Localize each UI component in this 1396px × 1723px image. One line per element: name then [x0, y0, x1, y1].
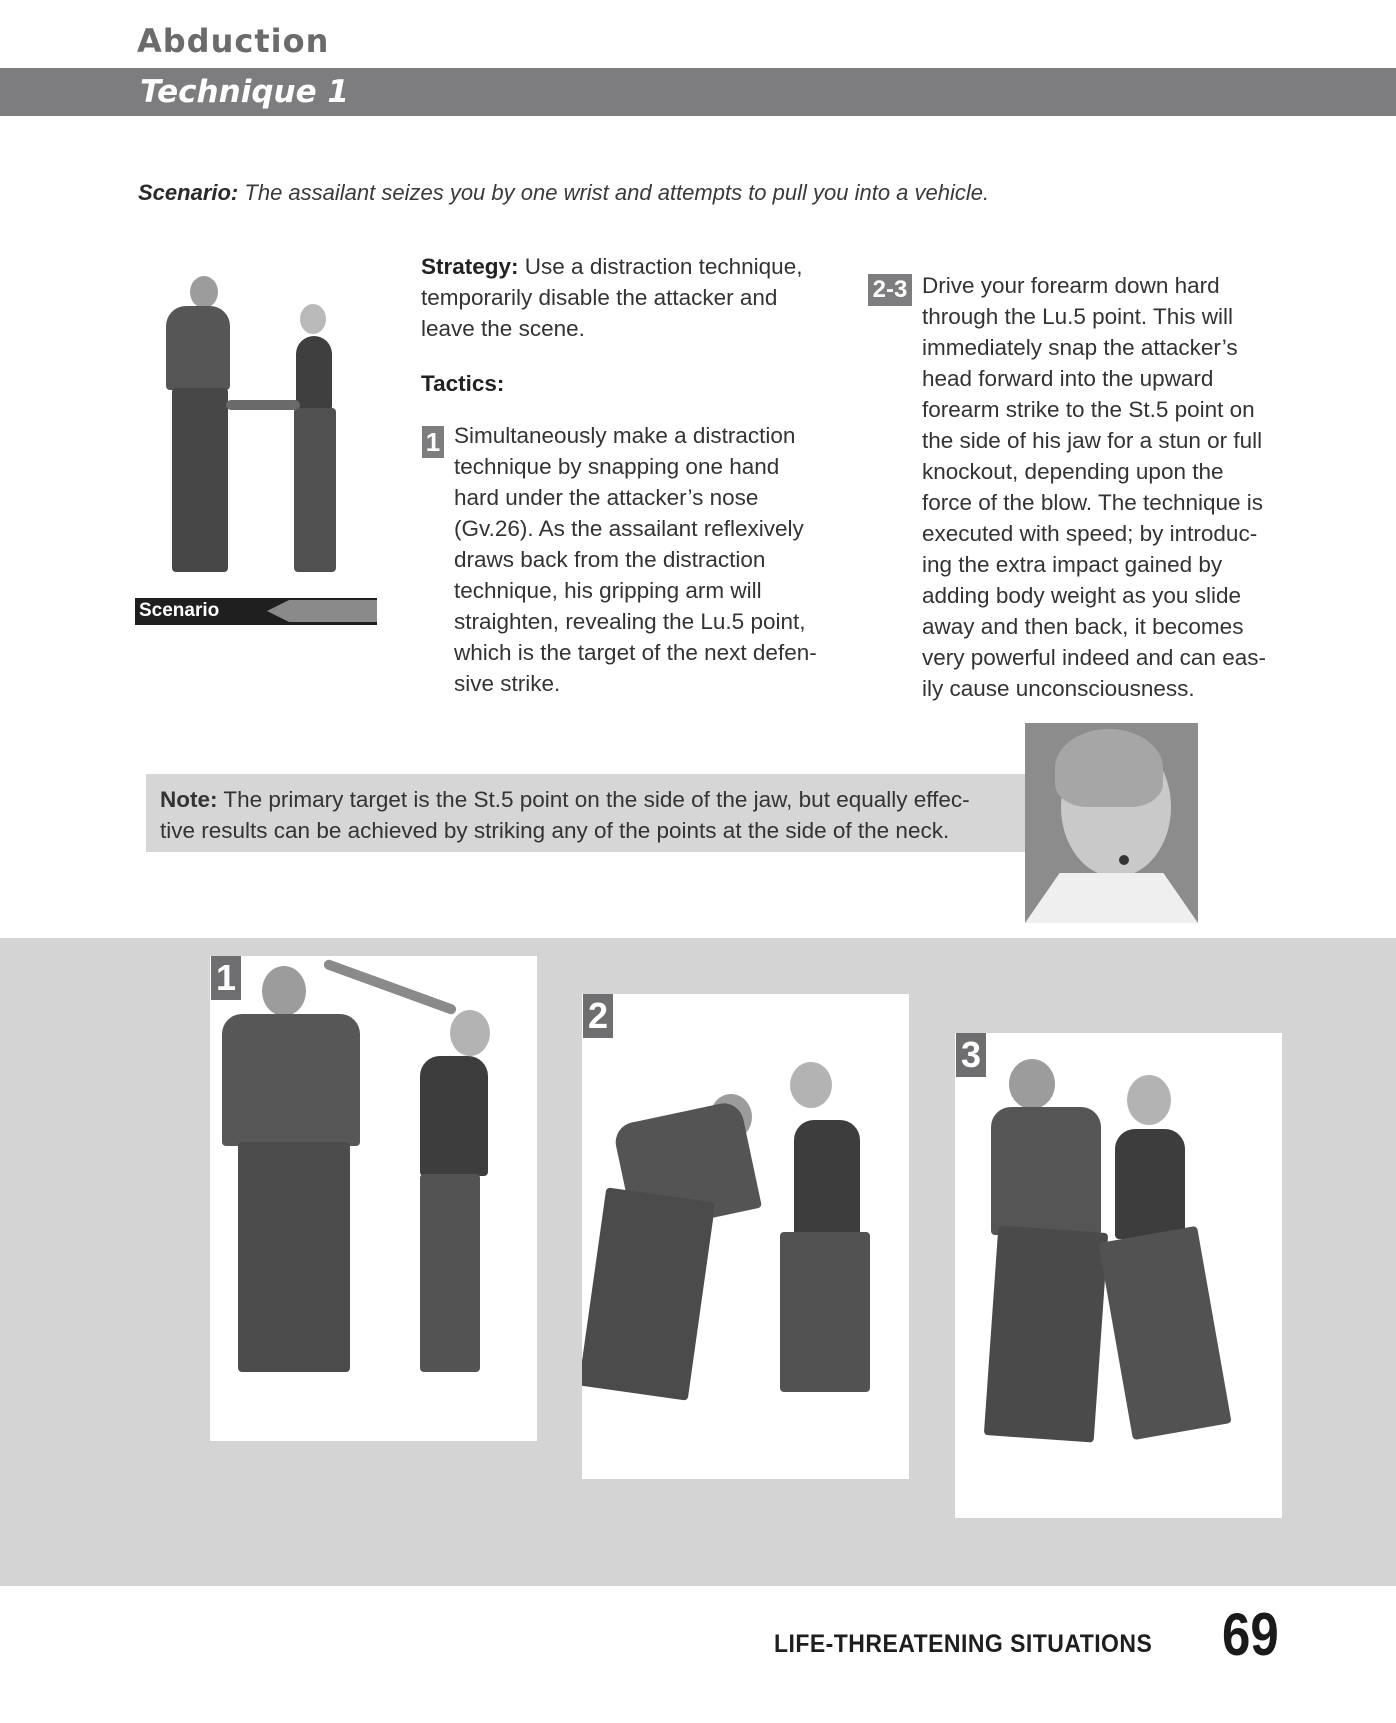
step-2-photo [582, 994, 909, 1479]
step-2-3-badge: 2-3 [868, 274, 912, 306]
step-1-photo [210, 956, 537, 1441]
step-3-photo [955, 1033, 1282, 1518]
profile-photo [1025, 723, 1198, 923]
photo-2-badge: 2 [583, 994, 613, 1038]
footer-chapter-label: LIFE-THREATENING SITUATIONS [774, 1630, 1153, 1658]
technique-title: Technique 1 [140, 74, 349, 110]
note-box: Note: The primary target is the St.5 point on the side of the jaw, but equally effec- tive results can be achieved by striking any of the points at the side of the neck. [146, 774, 1026, 852]
scenario-text: The assailant seizes you by one wrist and attempts to pull you into a vehicle. [244, 180, 990, 205]
strategy-block [421, 251, 811, 344]
step-1-badge: 1 [422, 426, 444, 458]
scenario-caption [135, 598, 377, 625]
photo-1-badge: 1 [211, 956, 241, 1000]
scenario-caption-text: Scenario [139, 600, 220, 621]
step-2-3-text: Drive your forearm down hard through the Lu.5 point. This will immediately snap the attacker’s head forward into the upward forearm strike to the St.5 point on the side of his jaw for a stun or full knockout, depending upon the force of the blow. The technique is executed with speed; by introduc- ing the extra impact gained by adding body weight as you slide away and then back, it becomes very powerful indeed and can eas- ily cause unconsciousness. [922, 273, 1266, 701]
tactics-heading: Tactics: [421, 371, 505, 396]
photo-3-badge: 3 [956, 1033, 986, 1077]
strategy-text: Use a distraction technique, temporarily disable the attacker and leave the scene. [421, 254, 803, 341]
scenario-line [138, 180, 989, 206]
caption-arrow-icon [267, 600, 377, 622]
scenario-label: Scenario: [138, 180, 239, 205]
strategy-label: Strategy: [421, 254, 519, 279]
scenario-photo [150, 270, 370, 590]
section-title: Abduction [137, 22, 330, 60]
note-label: Note: [160, 787, 218, 812]
page-number: 69 [1222, 1601, 1279, 1668]
step-1-text: Simultaneously make a distraction technique by snapping one hand hard under the attacker’s nose (Gv.26). As the assailant reflexively draws back from the distraction technique, his gripping arm will straighten, revealing the Lu.5 point, which is the target of the next defen- sive strike. [454, 423, 817, 696]
